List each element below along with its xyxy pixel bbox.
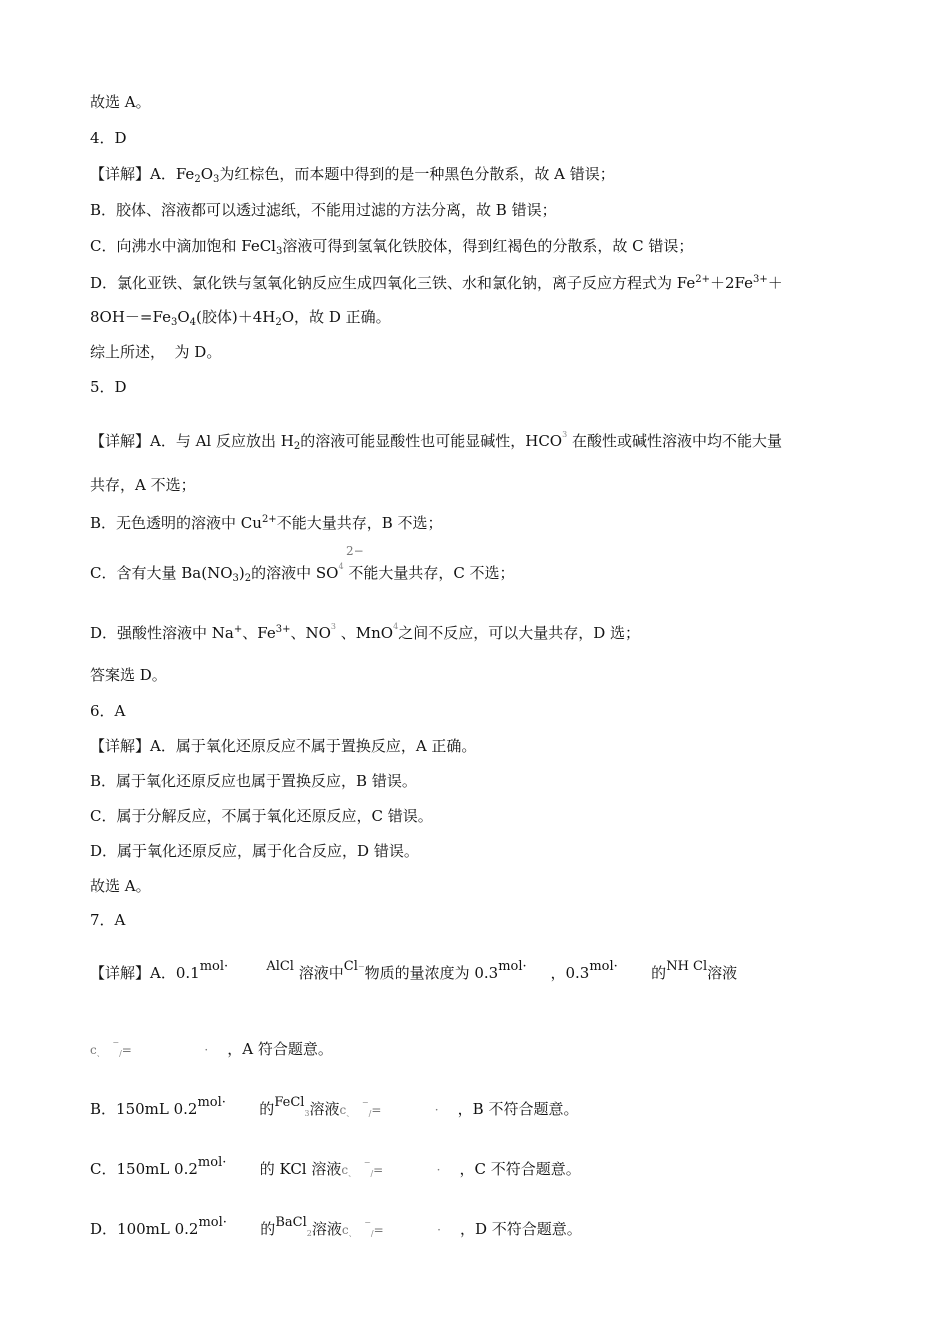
text-segment: 答案选 D。 [90,666,167,684]
text-segment: 3 [330,622,337,631]
text-segment: 共存，A 不选； [90,476,196,494]
text-line [90,736,476,756]
text-segment: 为红棕色，而本题中得到的是一种黑色分散系，故 A 错误； [219,165,615,183]
text-segment: / [368,1109,372,1118]
text-line [90,270,783,293]
text-segment: C．向沸水中滴加饱和 FeCl [90,237,276,255]
text-segment: 的溶液可能显酸性也可能显碱性，HCO [300,432,563,450]
text-segment: 3 [562,430,568,439]
text-segment: mol· [589,959,618,974]
text-segment: − [364,1218,371,1227]
text-segment: ，0.3 [526,964,590,982]
text-segment: 溶液 [309,1100,340,1118]
text-segment: · [131,1043,209,1057]
text-line [90,957,737,983]
text-segment: 【详解】A．Fe [90,165,195,183]
text-segment: D．100mL 0.2 [90,1220,199,1238]
text-segment: O [177,308,190,326]
text-segment: 3+ [753,274,768,285]
text-segment: ，A 符合题意。 [208,1040,333,1058]
text-segment: FeCl [274,1095,305,1110]
text-segment: c [90,1043,97,1057]
text-segment [228,964,266,982]
text-segment: (胶体)＋4H [196,308,276,326]
text-segment: = [371,1103,382,1117]
text-line [90,1153,581,1184]
text-segment: 故选 A。 [90,93,151,111]
text-segment: BaCl [275,1215,307,1230]
text-segment: 4 [189,317,197,328]
text-segment: / [370,1169,374,1178]
text-segment: 的溶液中 SO [251,564,339,582]
text-segment: 故选 A。 [90,877,151,895]
text-line [90,307,391,333]
text-segment: 7．A [90,911,126,929]
text-segment: 6．A [90,702,126,720]
text-line [90,617,640,643]
text-segment: + [233,624,243,635]
text-segment [354,1103,362,1117]
text-segment: − [361,1098,369,1107]
text-segment: c [341,1163,349,1177]
text-line [90,1213,582,1244]
text-line [90,557,515,589]
text-segment: 4．D [90,129,127,147]
text-segment: ＋ [767,274,783,292]
text-line [90,425,782,457]
text-segment: 4 [393,622,399,631]
text-segment: · [381,1103,439,1117]
text-segment: ，D 不符合题意。 [440,1220,582,1238]
text-segment: / [119,1049,122,1058]
text-segment: 5．D [90,378,127,396]
text-line [90,771,417,791]
text-segment: ，B 不符合题意。 [438,1100,579,1118]
text-segment: mol· [197,1155,227,1170]
text-segment: 、 [96,1049,105,1058]
text-segment: · [383,1163,441,1177]
text-segment: 8OH－=Fe [90,308,171,326]
text-line [90,164,615,190]
text-segment: 、NO [290,624,331,642]
text-segment: C．属于分解反应，不属于氧化还原反应，C 错误。 [90,807,433,825]
text-segment: mol· [199,959,229,974]
text-segment: 2 [244,573,252,584]
text-segment: 、 [348,1229,357,1238]
text-segment: c [341,1223,349,1237]
text-segment: 不能大量共存，B 不选； [276,514,443,532]
text-segment: O [200,165,213,183]
text-segment: 溶液 [707,964,738,982]
text-segment: D．属于氧化还原反应，属于化合反应，D 错误。 [90,842,419,860]
text-segment: 【详解】A．与 Al 反应放出 H [90,432,294,450]
text-segment: mol· [498,959,527,974]
text-line [90,475,196,495]
text-segment: = [373,1223,384,1237]
text-line [90,910,125,930]
text-segment: 3 [232,573,239,584]
text-segment: / [370,1229,374,1238]
text-segment: − [112,1038,120,1047]
text-line [90,876,151,896]
text-segment: ＋2Fe [710,274,754,292]
text-segment: mol· [198,1215,227,1230]
text-segment: 、MnO [336,624,394,642]
text-line [90,200,557,220]
text-segment: 4 [338,562,344,571]
text-segment: mol· [197,1095,226,1110]
text-segment: 3 [170,317,178,328]
text-segment: 2 [293,441,301,452]
text-segment: D．氯化亚铁、氯化铁与氢氧化钠反应生成四氧化三铁、水和氯化钠，离子反应方程式为 Fe [90,274,696,292]
text-segment: 、Fe [242,624,276,642]
text-line [90,510,442,533]
text-segment [356,1163,364,1177]
text-segment: O，故 D 正确。 [281,308,391,326]
text-segment: NH Cl [666,959,708,974]
text-segment: B．属于氧化还原反应也属于置换反应，B 错误。 [90,772,417,790]
text-segment: = [121,1043,132,1057]
text-line [90,1033,333,1064]
text-segment: 的 [225,1100,275,1118]
text-segment: 3+ [275,624,291,635]
text-segment: 的 [226,1220,276,1238]
text-segment: 溶液可得到氢氧化铁胶体，得到红褐色的分散系，故 C 错误； [282,237,694,255]
text-segment: 不能大量共存，C 不选； [343,564,515,582]
text-line [90,236,693,262]
text-segment: 综上所述， 为 D。 [90,343,222,361]
text-segment: AlCl [266,959,294,974]
text-segment: 的 [617,964,667,982]
text-line [90,701,125,721]
text-segment: 【详解】A．0.1 [90,964,200,982]
text-line [90,92,151,112]
text-segment: C．含有大量 Ba(NO [90,564,233,582]
text-segment: 在酸性或碱性溶液中均不能大量 [567,432,782,450]
text-line [90,128,127,148]
text-line [90,342,221,362]
text-segment: 之间不反应，可以大量共存，D 选； [398,624,640,642]
text-line [90,377,127,397]
text-segment: 3 [276,246,283,257]
text-segment: − [363,1158,371,1167]
text-line [90,806,433,826]
text-segment: C．150mL 0.2 [90,1160,198,1178]
text-segment: c [339,1103,347,1117]
text-segment: B．150mL 0.2 [90,1100,198,1118]
text-segment: 2 [275,317,282,328]
text-segment: D．强酸性溶液中 Na [90,624,234,642]
text-segment: 2 [194,174,201,185]
text-segment: B．胶体、溶液都可以透过滤纸，不能用过滤的方法分离，故 B 错误； [90,201,557,219]
text-segment: 、 [346,1109,355,1118]
text-line [90,665,167,685]
text-segment: 3 [213,174,220,185]
text-segment: 、 [348,1169,357,1178]
text-segment: · [383,1223,441,1237]
text-segment: ) [238,564,245,582]
text-segment: 2+ [261,514,277,525]
text-segment: 【详解】A．属于氧化还原反应不属于置换反应，A 正确。 [90,737,477,755]
text-segment: 溶液 [311,1220,342,1238]
text-line [90,1093,578,1124]
text-segment: − [357,962,365,971]
text-segment: ，C 不符合题意。 [440,1160,581,1178]
text-segment: 溶液中 [293,964,344,982]
text-segment: B．无色透明的溶液中 Cu [90,514,262,532]
text-segment: 2− [346,544,364,558]
text-line [90,841,419,861]
text-segment: 2+ [695,274,711,285]
text-segment: Cl [343,959,358,974]
text-segment: 的 KCl 溶液 [226,1160,342,1178]
text-segment: 2 [306,1229,312,1238]
text-segment: 3 [304,1109,310,1118]
text-segment: 物质的量浓度为 0.3 [364,964,499,982]
text-segment: = [373,1163,384,1177]
